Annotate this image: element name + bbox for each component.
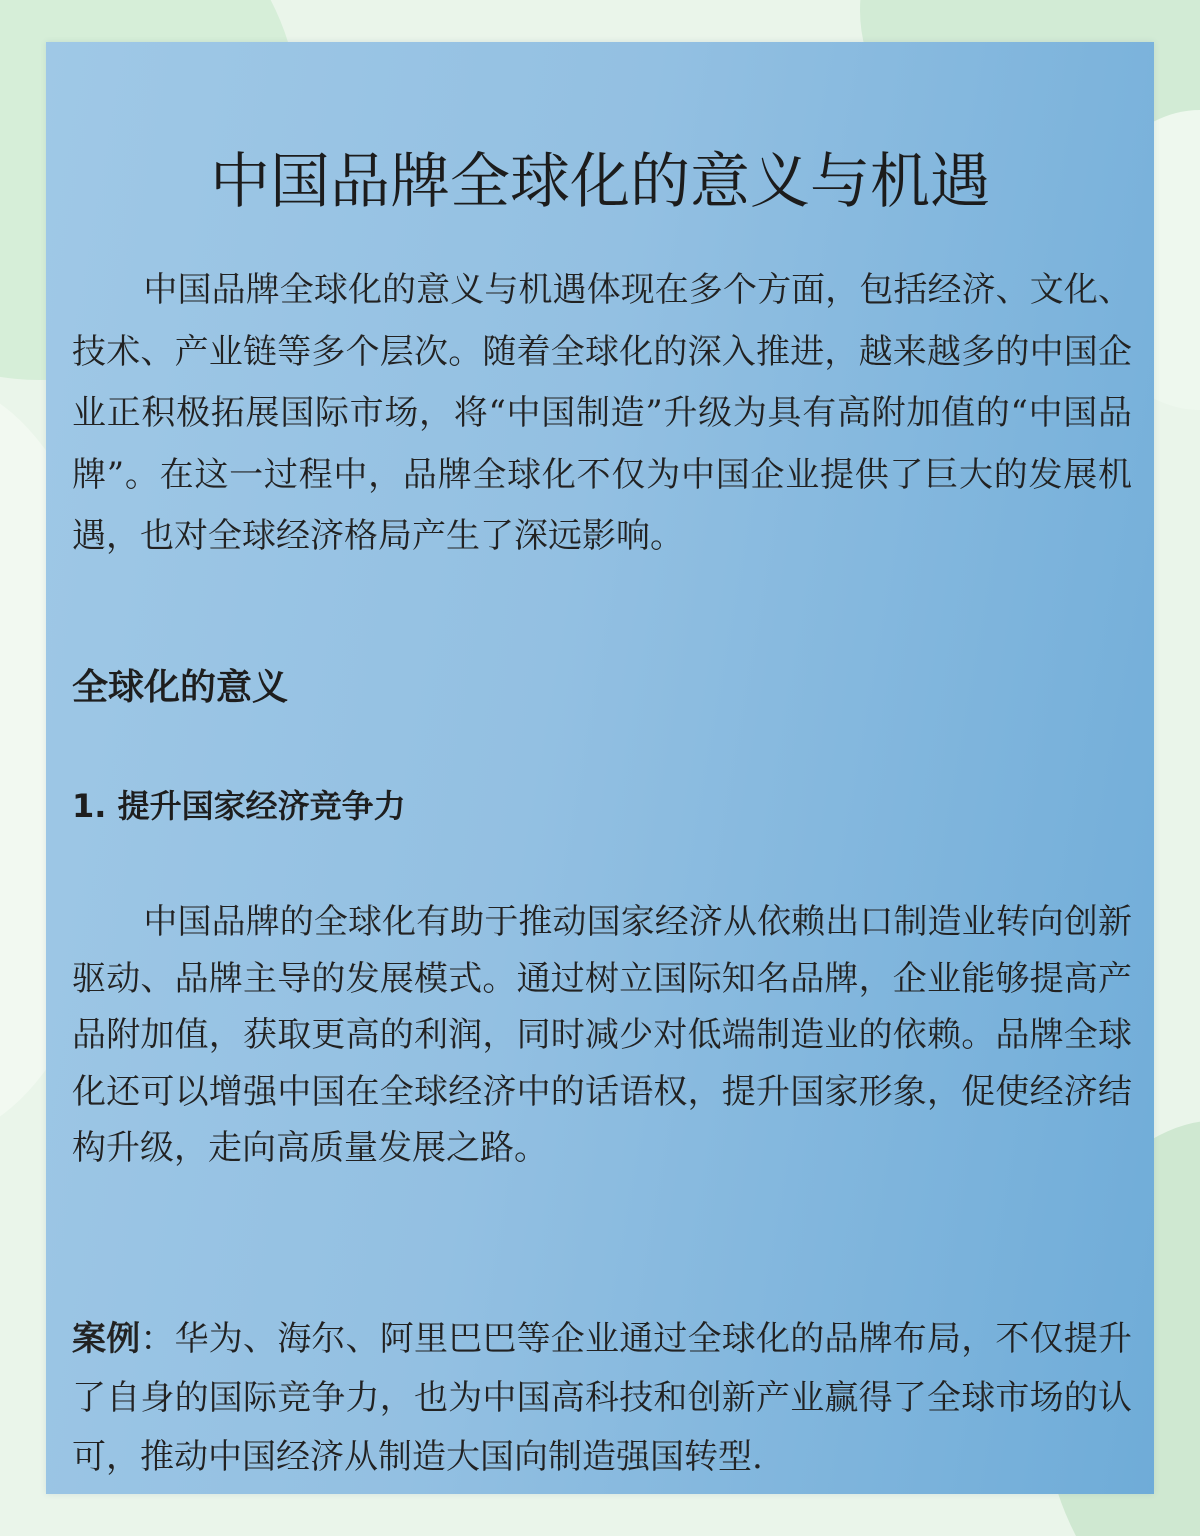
case-paragraph	[72, 1310, 1132, 1487]
section-heading: 全球化的意义	[72, 667, 289, 708]
subsection-heading: 1. 提升国家经济竞争力	[72, 787, 406, 825]
article-card	[46, 42, 1154, 1494]
case-separator: ：	[140, 1319, 175, 1359]
case-label: 案例	[72, 1319, 141, 1359]
page-title: 中国品牌全球化的意义与机遇	[210, 147, 990, 217]
intro-paragraph: 中国品牌全球化的意义与机遇体现在多个方面，包括经济、文化、技术、产业链等多个层次。随着全球化的深入推进，越来越多的中国企业正积极拓展国际市场，将“中国制造”升级为具有高附加值的“中国品牌”。在这一过程中，品牌全球化不仅为中国企业提供了巨大的发展机遇，也对全球经济格局产生了深远影响。	[72, 270, 1132, 556]
case-body: 华为、海尔、阿里巴巴等企业通过全球化的品牌布局，不仅提升了自身的国际竞争力，也为中国高科技和创新产业赢得了全球市场的认可，推动中国经济从制造大国向制造强国转型.	[72, 1319, 1133, 1477]
subsection-paragraph: 中国品牌的全球化有助于推动国家经济从依赖出口制造业转向创新驱动、品牌主导的发展模式。通过树立国际知名品牌，企业能够提高产品附加值，获取更高的利润，同时减少对低端制造业的依赖。品牌全球化还可以增强中国在全球经济中的话语权，提升国家形象，促使经济结构升级，走向高质量发展之路。	[72, 902, 1132, 1168]
